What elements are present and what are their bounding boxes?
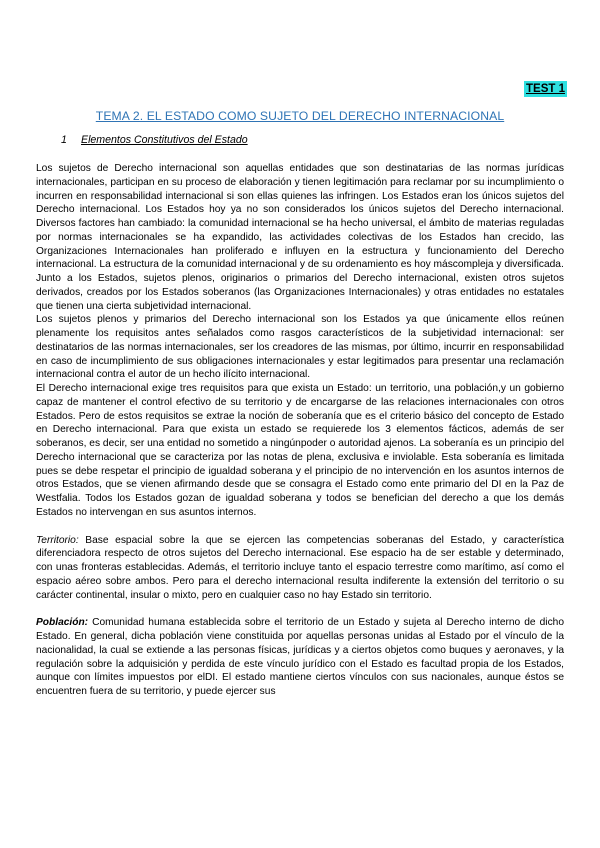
poblacion-text: Comunidad humana establecida sobre el territorio de un Estado y sujeta al Derecho interno de dicho Estado. En general, dicha población viene constituida por aquellas personas unidas al Estado por el vínculo de la nacionalidad, la cual se extiende a las personas físicas, jurídicas y a ciertos objetos como buques y aeronaves, y la regulación sobre la adquisición y perdida de este vínculo jurídico con el Estado es facultad propia de los Estados, aunque con límites impuestos por elDI. El estado mantiene ciertos vínculos con sus nacionales, aunque éstos se encuentren fuera de su territorio, y puede ejercer sus xyxy=(36,617,564,697)
section-label: Elementos Constitutivos del Estado xyxy=(81,134,248,146)
paragraph-requirements: El Derecho internacional exige tres requisitos para que exista un Estado: un territorio, una población,y un gobierno capaz de mantener el control efectivo de su territorio y de encargarse de las relaciones internacionales con otros Estados. Pero de estos requisitos se extrae la noción de soberanía que es el criterio básico del concepto de Estado en Derecho internacional. Para que exista un estado se requierede los 3 elementos fácticos, además de ser soberanos, es decir, ser una entidad no sometido a ningúnpoder o autoridad ajenos. La soberanía es un principio del Derecho internacional que se caracteriza por las notas de plena, exclusiva e inviolable. Esta soberanía es limitada pues se debe respetar el principio de igualdad soberana y el principio de no intervención en los asuntos internos de otros Estados, que se vienen afirmando desde que se consagra el Estado como ente primario del DI en la Paz de Westfalia. Todos los Estados gozan de igualdad soberana y todos se benefician del derecho a que los demás Estados no intervengan en sus asuntos internos. xyxy=(36,383,564,518)
section-number: 1 xyxy=(61,134,67,146)
paragraph-derived-subjects: Junto a los Estados, sujetos plenos, originarios o primarios del Derecho internacional, existen otros sujetos derivados, creados por los Estados soberanos (las Organizaciones Internacionales) y otras entidades no estatales que tienen una cierta subjetividad internacional. xyxy=(36,273,564,312)
test-badge: TEST 1 xyxy=(526,83,565,95)
paragraph-territorio xyxy=(36,534,564,603)
poblacion-lead: Población: xyxy=(36,617,89,629)
document-body xyxy=(36,162,564,699)
document-title: TEMA 2. EL ESTADO COMO SUJETO DEL DERECHO INTERNACIONAL xyxy=(95,109,505,123)
paragraph-intro: Los sujetos de Derecho internacional son aquellas entidades que son destinatarias de las normas jurídicas internacionales, participan en su proceso de elaboración y tienen legitimación para reclamar por su incumplimiento o incurren en responsabilidad internacional si son ellas quienes las infringen. Los Estados eran los únicos sujetos del Derecho internacional. Los Estados hoy ya no son considerados los únicos sujetos del Derecho internacional. Diversos factores han cambiado: la comunidad internacional se ha hecho universal, el ámbito de materias reguladas por normas internacionales se ha expandido, las actividades colectivas de los Estados han crecido, las Organizaciones Internacionales han proliferado e influyen en la estructura y funcionamiento del Derecho internacional. La estructura de la comunidad internacional y de su ordenamiento es hoy máscompleja y diversificada. xyxy=(36,163,564,271)
territorio-text: Base espacial sobre la que se ejercen las competencias soberanas del Estado, y característica diferenciadora respecto de otros sujetos del Derecho internacional. Ese espacio ha de ser estable y determinado, con unas fronteras establecidas. Además, el territorio incluye tanto el espacio terrestre como marítimo, así como el espacio aéreo sobre ambos. Pero para el derecho internacional resulta indiferente la extensión del territorio o su carácter continental, insular o mixto, pero en cualquier caso no hay Estado sin territorio. xyxy=(36,534,564,601)
section-heading xyxy=(61,133,248,147)
territorio-lead: Territorio: xyxy=(36,534,79,546)
paragraph-full-subjects: Los sujetos plenos y primarios del Derecho internacional son los Estados ya que únicamente ellos reúnen plenamente los requisitos antes señalados como rasgos característicos de la subjetividad internacional: ser destinatarios de las normas internacionales, ser los creadores de las mismas, por último, incurrir en responsabilidad en caso de incumplimiento de sus obligaciones internacionales y estar legitimados para presentar una reclamación internacional contra el autor de un hecho ilícito internacional. xyxy=(36,314,564,381)
paragraph-poblacion xyxy=(36,616,564,699)
